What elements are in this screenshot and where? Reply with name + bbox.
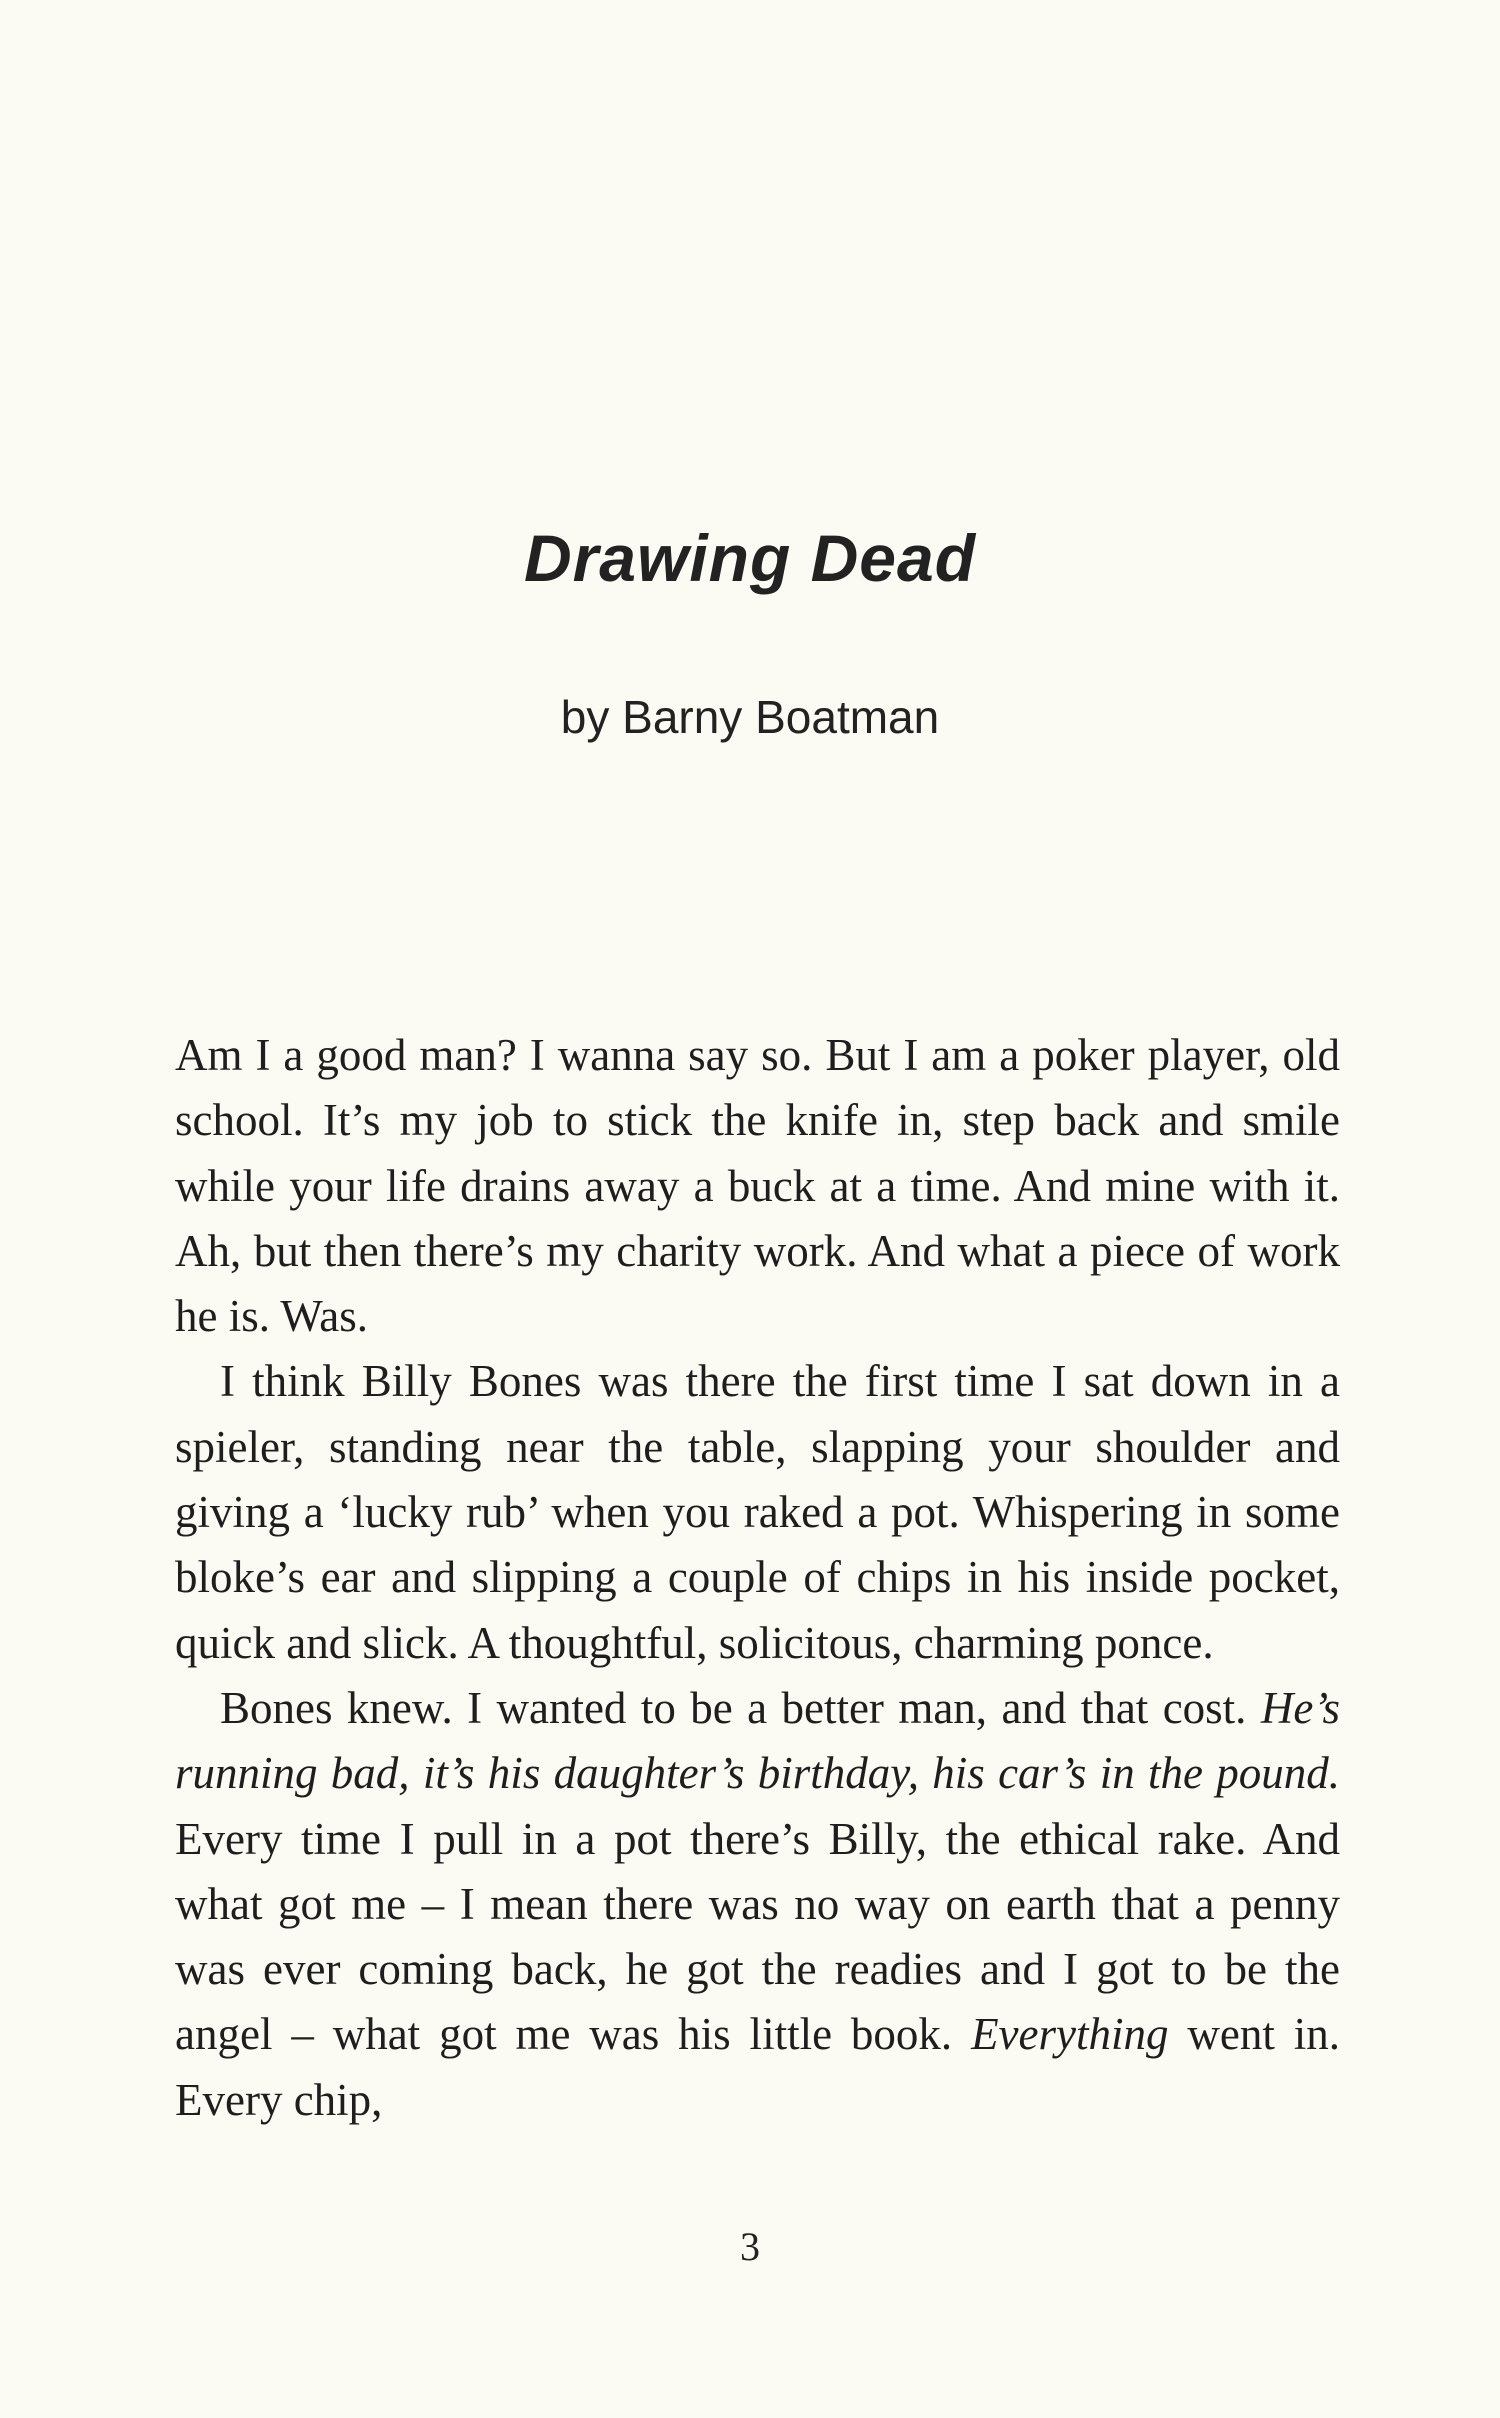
story-title: Drawing Dead [523, 521, 977, 595]
story-body [175, 1023, 1340, 2133]
paragraph-3-text-c: Every time I pull in a pot there’s Billy, the ethical rake. And what got me – I mean there was no way on earth that a penny was ever coming back, he got the readies and I got to be the angel – what got me was his little book. [175, 1813, 1340, 2060]
paragraph-3-italic-everything: Everything [971, 2009, 1169, 2060]
paragraph-3-text-a: Bones knew. I wanted to be a better man, and that cost. [220, 1682, 1261, 1733]
paragraph-3 [175, 1676, 1340, 2133]
paragraph-2: I think Billy Bones was there the first time I sat down in a spieler, standing near the table, slapping your shoulder and giving a ‘lucky rub’ when you raked a pot. Whispering in some bloke’s ear and slipping a couple of chips in his inside pocket, quick and slick. A thoughtful, solicitous, charming ponce. [175, 1356, 1340, 1668]
story-byline: by Barny Boatman [560, 691, 940, 743]
paragraph-1: Am I a good man? I wanna say so. But I am a poker player, old school. It’s my job to stick the knife in, step back and smile while your life drains away a buck at a time. And mine with it. Ah, but then there’s my charity work. And what a piece of work he is. Was. [175, 1030, 1340, 1342]
page-number: 3 [740, 2224, 760, 2269]
paragraph-3-italic-quote: He’s running bad, it’s his daughter’s birthday, his car’s in the pound. [175, 1682, 1340, 1799]
paragraph-3-text-e: went in. Every chip, [175, 2009, 1340, 2125]
